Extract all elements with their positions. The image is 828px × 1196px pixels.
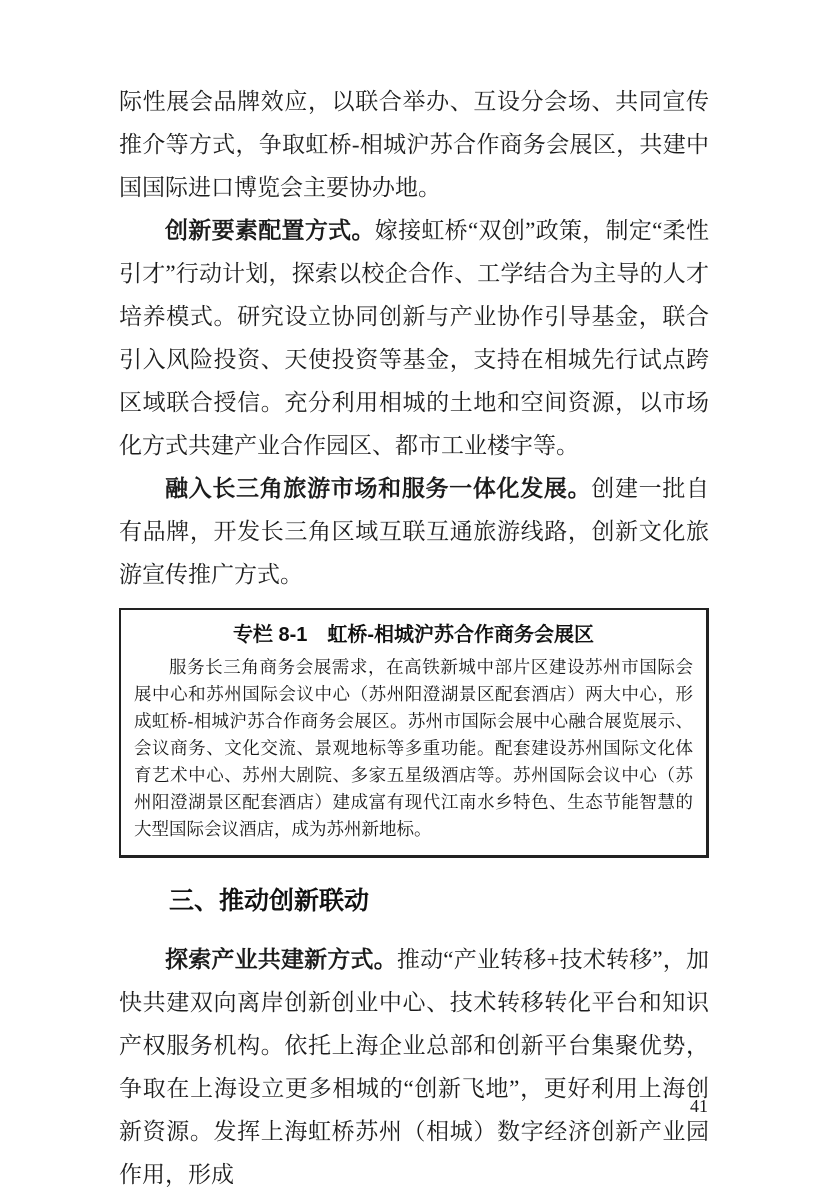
paragraph	[119, 938, 709, 1196]
callout-box-text: 服务长三角商务会展需求，在高铁新城中部片区建设苏州市国际会展中心和苏州国际会议中心（苏州阳澄湖景区配套酒店）两大中心，形成虹桥-相城沪苏合作商务会展区。苏州市国际会展中心融合展览展示、会议商务、文化交流、景观地标等多重功能。配套建设苏州国际文化体育艺术中心、苏州大剧院、多家五星级酒店等。苏州国际会议中心（苏州阳澄湖景区配套酒店）建成富有现代江南水乡特色、生态节能智慧的大型国际会议酒店，成为苏州新地标。	[134, 657, 693, 839]
paragraph	[119, 467, 709, 596]
page-number: 41	[690, 1096, 708, 1116]
page-content	[119, 0, 709, 1196]
paragraph-lead: 创新要素配置方式。	[165, 218, 375, 243]
paragraph-text: 推动“产业转移+技术转移”，加快共建双向离岸创新创业中心、技术转移转化平台和知识产权服务机构。依托上海企业总部和创新平台集聚优势，争取在上海设立更多相城的“创新飞地”，更好利用上海创新资源。发挥上海虹桥苏州（相城）数字经济创新产业园作用，形成	[119, 947, 709, 1187]
callout-box	[119, 608, 709, 858]
paragraph-text: 际性展会品牌效应，以联合举办、互设分会场、共同宣传推介等方式，争取虹桥-相城沪苏合作商务会展区，共建中国国际进口博览会主要协办地。	[119, 89, 709, 200]
paragraph-lead: 探索产业共建新方式。	[165, 947, 397, 972]
section-heading: 三、推动创新联动	[169, 887, 370, 915]
paragraph	[119, 80, 709, 209]
paragraph-text: 嫁接虹桥“双创”政策，制定“柔性引才”行动计划，探索以校企合作、工学结合为主导的人才培养模式。研究设立协同创新与产业协作引导基金，联合引入风险投资、天使投资等基金，支持在相城先行试点跨区域联合授信。充分利用相城的土地和空间资源，以市场化方式共建产业合作园区、都市工业楼宇等。	[119, 218, 709, 458]
paragraph-text: 创建一批自有品牌，开发长三角区域互联互通旅游线路，创新文化旅游宣传推广方式。	[119, 476, 710, 587]
paragraph	[119, 209, 709, 467]
paragraph-lead: 融入长三角旅游市场和服务一体化发展。	[165, 476, 592, 501]
callout-box-title: 专栏 8-1 虹桥-相城沪苏合作商务会展区	[232, 624, 595, 646]
